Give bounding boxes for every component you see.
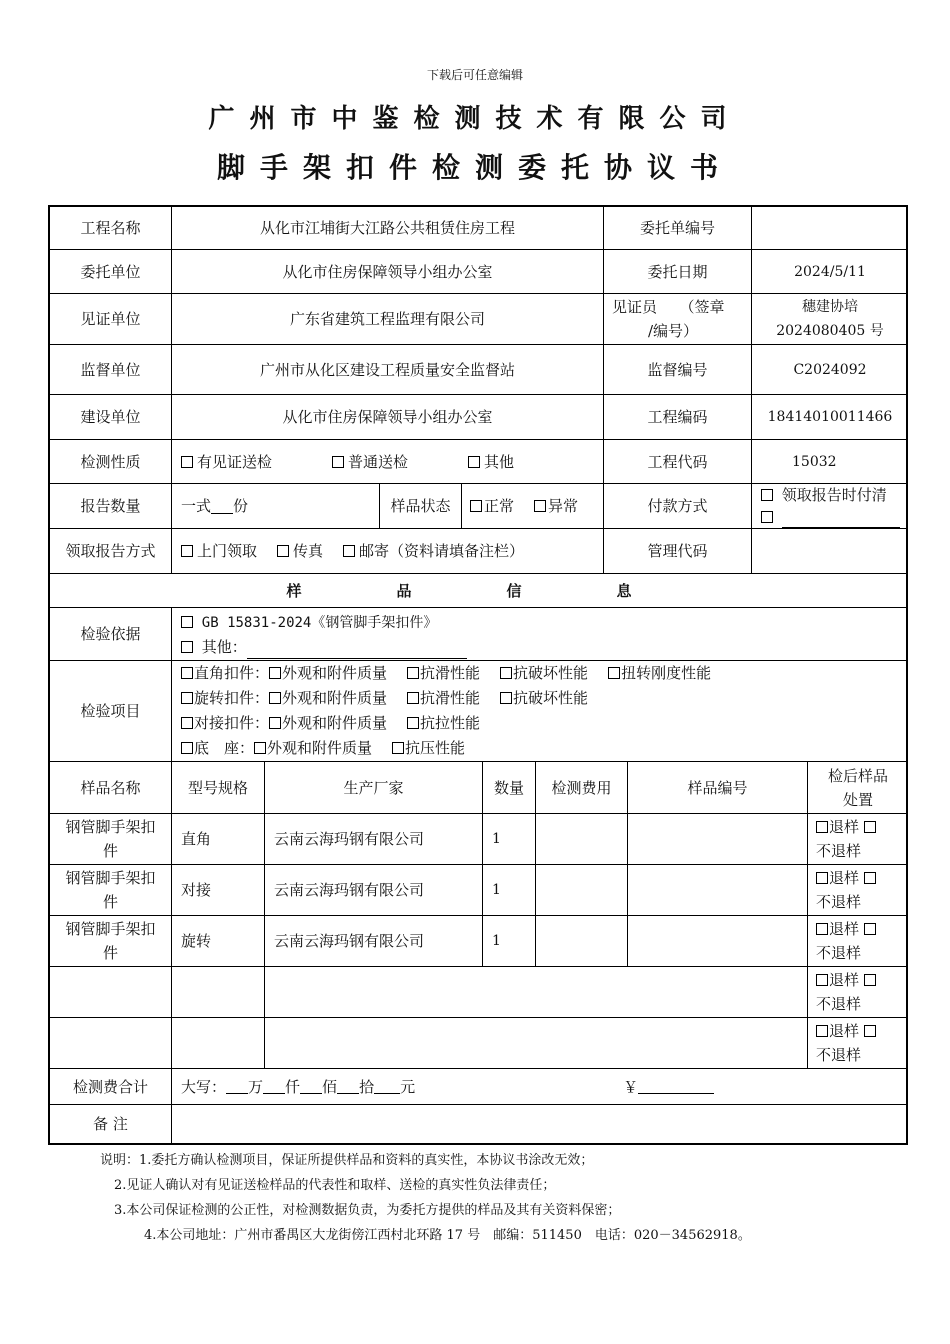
swivel-appearance-checkbox[interactable] [269, 692, 281, 704]
row3-return-checkbox[interactable] [816, 923, 828, 935]
nature-label: 检测性质 [50, 440, 172, 484]
items-row-swivel [181, 686, 588, 711]
right-angle-torsion-text: 扭转刚度性能 [621, 664, 712, 682]
table-row-2-name[interactable] [50, 865, 172, 916]
row2-name-line1: 钢管脚手架扣 [65, 869, 156, 887]
table-row-3-sample-no[interactable] [628, 916, 808, 967]
th-disposal-line1: 检后样品 [827, 766, 888, 785]
supervision-no-label: 监督编号 [604, 345, 752, 395]
nature-witness-checkbox[interactable] [181, 456, 193, 468]
notes [100, 1148, 751, 1248]
order-no-label: 委托单编号 [604, 207, 752, 250]
right-angle-antislip-text: 抗滑性能 [420, 664, 481, 682]
butt-appearance-text: 外观和附件质量 [282, 714, 388, 732]
witness-label-line1: 见证员 （签章 [612, 298, 725, 316]
total-bai: 佰 [322, 1077, 338, 1096]
basis-other-text: 其他： [201, 637, 247, 656]
th-disposal [808, 762, 908, 814]
base-appearance-checkbox[interactable] [254, 742, 266, 754]
top-note: 下载后可任意编辑 [426, 68, 523, 82]
row2-name-line2: 件 [102, 893, 118, 911]
row2-noreturn-checkbox[interactable] [864, 872, 876, 884]
table-row-1-spec[interactable]: 直角 [172, 814, 265, 865]
base-compress-text: 抗压性能 [405, 739, 466, 757]
right-angle-torsion-checkbox[interactable] [608, 667, 620, 679]
basis-options [172, 608, 908, 661]
remark-label: 备 注 [50, 1105, 172, 1143]
row5-return-text: 退样 [829, 1022, 860, 1040]
row4-noreturn-text: 不退样 [816, 995, 862, 1013]
state-normal-checkbox[interactable] [470, 500, 482, 512]
table-row-5-name[interactable] [50, 1018, 172, 1069]
fetch-label: 领取报告方式 [50, 529, 172, 574]
note-4: 4.本公司地址：广州市番禺区大龙街傍江西村北环路 17 号 邮编：511450 电话：020－34562918。 [144, 1228, 751, 1243]
swivel-failure-checkbox[interactable] [500, 692, 512, 704]
table-row-5-rest[interactable] [265, 1018, 808, 1069]
right-angle-failure-checkbox[interactable] [500, 667, 512, 679]
table-row-3-name[interactable] [50, 916, 172, 967]
basis-other-line[interactable] [247, 644, 467, 659]
table-row-3-qty[interactable]: 1 [483, 916, 536, 967]
fetch-onsite-text: 上门领取 [197, 542, 258, 560]
pay-options [752, 484, 908, 529]
right-angle-appearance-text: 外观和附件质量 [282, 664, 388, 682]
report-qty-label: 报告数量 [50, 484, 172, 529]
right-angle-failure-text: 抗破坏性能 [513, 664, 589, 682]
commission-form [48, 205, 908, 1145]
pay-other-line[interactable] [782, 513, 900, 528]
table-row-2-maker[interactable]: 云南云海玛钢有限公司 [265, 865, 483, 916]
base-appearance-text: 外观和附件质量 [267, 739, 373, 757]
row4-return-checkbox[interactable] [816, 974, 828, 986]
row5-noreturn-text: 不退样 [816, 1046, 862, 1064]
total-shi: 拾 [359, 1077, 375, 1096]
basis-label: 检验依据 [50, 608, 172, 661]
basis-gb-text: GB 15831-2024《钢管脚手架扣件》 [201, 614, 438, 631]
document-title: 脚手架扣件检测委托协议书 [216, 151, 733, 184]
row3-return-text: 退样 [829, 920, 860, 938]
base-compress-checkbox[interactable] [392, 742, 404, 754]
pay-on-fetch-checkbox[interactable] [761, 489, 773, 501]
table-row-3-disposal [808, 916, 908, 967]
table-row-4-disposal [808, 967, 908, 1018]
th-maker: 生产厂家 [265, 762, 483, 814]
swivel-type: 旋转扣件： [194, 689, 270, 707]
table-row-2-spec[interactable]: 对接 [172, 865, 265, 916]
row3-name-line2: 件 [102, 944, 118, 962]
table-row-4-name[interactable] [50, 967, 172, 1018]
note-1: 说明：1.委托方确认检测项目，保证所提供样品和资料的真实性，本协议书涂改无效； [100, 1153, 594, 1168]
client-label: 委托单位 [50, 250, 172, 294]
swivel-failure-text: 抗破坏性能 [513, 689, 589, 707]
row1-noreturn-checkbox[interactable] [864, 821, 876, 833]
company-name: 广州市中鉴检测技术有限公司 [208, 104, 742, 134]
row1-noreturn-text: 不退样 [816, 842, 862, 860]
nature-witness-text: 有见证送检 [197, 452, 273, 471]
base-checkbox[interactable] [181, 742, 193, 754]
fetch-mail-text: 邮寄（资料请填备注栏） [359, 542, 525, 560]
client-value[interactable]: 从化市住房保障领导小组办公室 [172, 250, 604, 294]
witness-label-line2: /编号） [648, 322, 699, 340]
witness-unit-label: 见证单位 [50, 294, 172, 345]
items-row-base [181, 736, 465, 761]
row2-return-checkbox[interactable] [816, 872, 828, 884]
total-amount[interactable] [172, 1069, 908, 1105]
nature-options [172, 440, 604, 484]
table-row-2-disposal [808, 865, 908, 916]
nature-other-text: 其他 [484, 452, 515, 471]
row4-noreturn-checkbox[interactable] [864, 974, 876, 986]
nature-other-checkbox[interactable] [468, 456, 480, 468]
butt-tensile-text: 抗拉性能 [420, 714, 481, 732]
right-angle-appearance-checkbox[interactable] [269, 667, 281, 679]
table-row-4-spec[interactable] [172, 967, 265, 1018]
order-no-value[interactable] [752, 207, 908, 250]
row1-return-text: 退样 [829, 818, 860, 836]
project-name-value[interactable]: 从化市江埔街大江路公共租赁住房工程 [172, 207, 604, 250]
table-row-5-spec[interactable] [172, 1018, 265, 1069]
note-3: 3.本公司保证检测的公正性，对检测数据负责，为委托方提供的样品及其有关资料保密； [114, 1203, 621, 1218]
row3-noreturn-text: 不退样 [816, 944, 862, 962]
witness-unit-value[interactable]: 广东省建筑工程监理有限公司 [172, 294, 604, 345]
pay-other-checkbox[interactable] [761, 511, 773, 523]
witness-line1: 穗建协培 [802, 299, 858, 315]
row5-return-checkbox[interactable] [816, 1025, 828, 1037]
row4-return-text: 退样 [829, 971, 860, 989]
row5-noreturn-checkbox[interactable] [864, 1025, 876, 1037]
butt-tensile-checkbox[interactable] [407, 717, 419, 729]
fetch-fax-checkbox[interactable] [277, 545, 289, 557]
report-qty-prefix: 一式 [181, 497, 212, 515]
swivel-checkbox[interactable] [181, 692, 193, 704]
row1-name-line1: 钢管脚手架扣 [65, 818, 156, 836]
row1-name-line2: 件 [102, 842, 118, 860]
table-row-1-sample-no[interactable] [628, 814, 808, 865]
mgmt-code-label: 管理代码 [604, 529, 752, 574]
project-code-label: 工程编码 [604, 395, 752, 440]
eng-code-value[interactable]: 15032 [752, 440, 908, 484]
sample-state-label: 样品状态 [380, 484, 462, 529]
total-daxie: 大写： [181, 1077, 227, 1096]
row3-name-line1: 钢管脚手架扣 [65, 920, 156, 938]
builder-label: 建设单位 [50, 395, 172, 440]
row1-return-checkbox[interactable] [816, 821, 828, 833]
swivel-appearance-text: 外观和附件质量 [282, 689, 388, 707]
row2-return-text: 退样 [829, 869, 860, 887]
total-wan: 万 [248, 1077, 264, 1096]
nature-normal-text: 普通送检 [348, 452, 409, 471]
total-number-line[interactable] [638, 1079, 714, 1094]
mgmt-code-value[interactable] [752, 529, 908, 574]
remark-value[interactable] [172, 1105, 908, 1143]
swivel-antislip-text: 抗滑性能 [420, 689, 481, 707]
total-qian: 仟 [285, 1077, 301, 1096]
witness-line2: 2024080405 号 [776, 323, 884, 339]
table-row-2-qty[interactable]: 1 [483, 865, 536, 916]
butt-appearance-checkbox[interactable] [269, 717, 281, 729]
report-qty-field[interactable] [172, 484, 380, 529]
state-normal-text: 正常 [484, 497, 515, 515]
row2-noreturn-text: 不退样 [816, 893, 862, 911]
fetch-mail-checkbox[interactable] [343, 545, 355, 557]
table-row-2-fee[interactable] [536, 865, 628, 916]
right-angle-antislip-checkbox[interactable] [407, 667, 419, 679]
builder-value[interactable]: 从化市住房保障领导小组办公室 [172, 395, 604, 440]
basis-other-checkbox[interactable] [181, 641, 193, 653]
fetch-options [172, 529, 604, 574]
project-code-value[interactable]: 18414010011466 [752, 395, 908, 440]
total-yuan: 元 [400, 1077, 416, 1096]
items-row-right-angle [181, 661, 711, 686]
base-type: 底 座： [194, 739, 255, 757]
nature-normal-checkbox[interactable] [332, 456, 344, 468]
right-angle-type: 直角扣件： [194, 664, 270, 682]
table-row-2-sample-no[interactable] [628, 865, 808, 916]
th-fee: 检测费用 [536, 762, 628, 814]
table-row-1-qty[interactable]: 1 [483, 814, 536, 865]
pay-label: 付款方式 [604, 484, 752, 529]
table-row-1-maker[interactable]: 云南云海玛钢有限公司 [265, 814, 483, 865]
right-angle-checkbox[interactable] [181, 667, 193, 679]
items-label: 检验项目 [50, 661, 172, 762]
pay-on-fetch-text: 领取报告时付清 [781, 486, 887, 504]
th-spec: 型号规格 [172, 762, 265, 814]
row3-noreturn-checkbox[interactable] [864, 923, 876, 935]
supervision-value[interactable]: 广州市从化区建设工程质量安全监督站 [172, 345, 604, 395]
date-value[interactable]: 2024/5/11 [752, 250, 908, 294]
report-qty-suffix: 份 [233, 497, 249, 515]
eng-code-label: 工程代码 [604, 440, 752, 484]
table-row-3-fee[interactable] [536, 916, 628, 967]
th-disposal-line2: 处置 [842, 790, 873, 809]
table-row-4-rest[interactable] [265, 967, 808, 1018]
state-abnormal-checkbox[interactable] [534, 500, 546, 512]
items-options [172, 661, 908, 762]
th-sample-no: 样品编号 [628, 762, 808, 814]
table-row-1-disposal [808, 814, 908, 865]
fetch-fax-text: 传真 [293, 542, 324, 560]
date-label: 委托日期 [604, 250, 752, 294]
table-row-1-fee[interactable] [536, 814, 628, 865]
basis-gb-checkbox[interactable] [181, 616, 193, 628]
state-abnormal-text: 异常 [548, 497, 579, 515]
table-row-3-spec[interactable]: 旋转 [172, 916, 265, 967]
total-label: 检测费合计 [50, 1069, 172, 1105]
project-name-label: 工程名称 [50, 207, 172, 250]
witness-label [604, 294, 752, 345]
butt-type: 对接扣件： [194, 714, 270, 732]
table-row-3-maker[interactable]: 云南云海玛钢有限公司 [265, 916, 483, 967]
supervision-label: 监督单位 [50, 345, 172, 395]
butt-checkbox[interactable] [181, 717, 193, 729]
items-row-butt [181, 711, 480, 736]
th-name: 样品名称 [50, 762, 172, 814]
sample-info-header: 样 品 信 息 [50, 574, 908, 608]
total-yen: ￥ [623, 1077, 639, 1096]
fetch-onsite-checkbox[interactable] [181, 545, 193, 557]
table-row-1-name[interactable] [50, 814, 172, 865]
swivel-antislip-checkbox[interactable] [407, 692, 419, 704]
supervision-no-value[interactable]: C2024092 [752, 345, 908, 395]
witness-value[interactable] [752, 294, 908, 345]
sample-state-options [462, 484, 604, 529]
note-2: 2.见证人确认对有见证送检样品的代表性和取样、送检的真实性负法律责任； [114, 1178, 556, 1193]
th-qty: 数量 [483, 762, 536, 814]
table-row-5-disposal [808, 1018, 908, 1069]
